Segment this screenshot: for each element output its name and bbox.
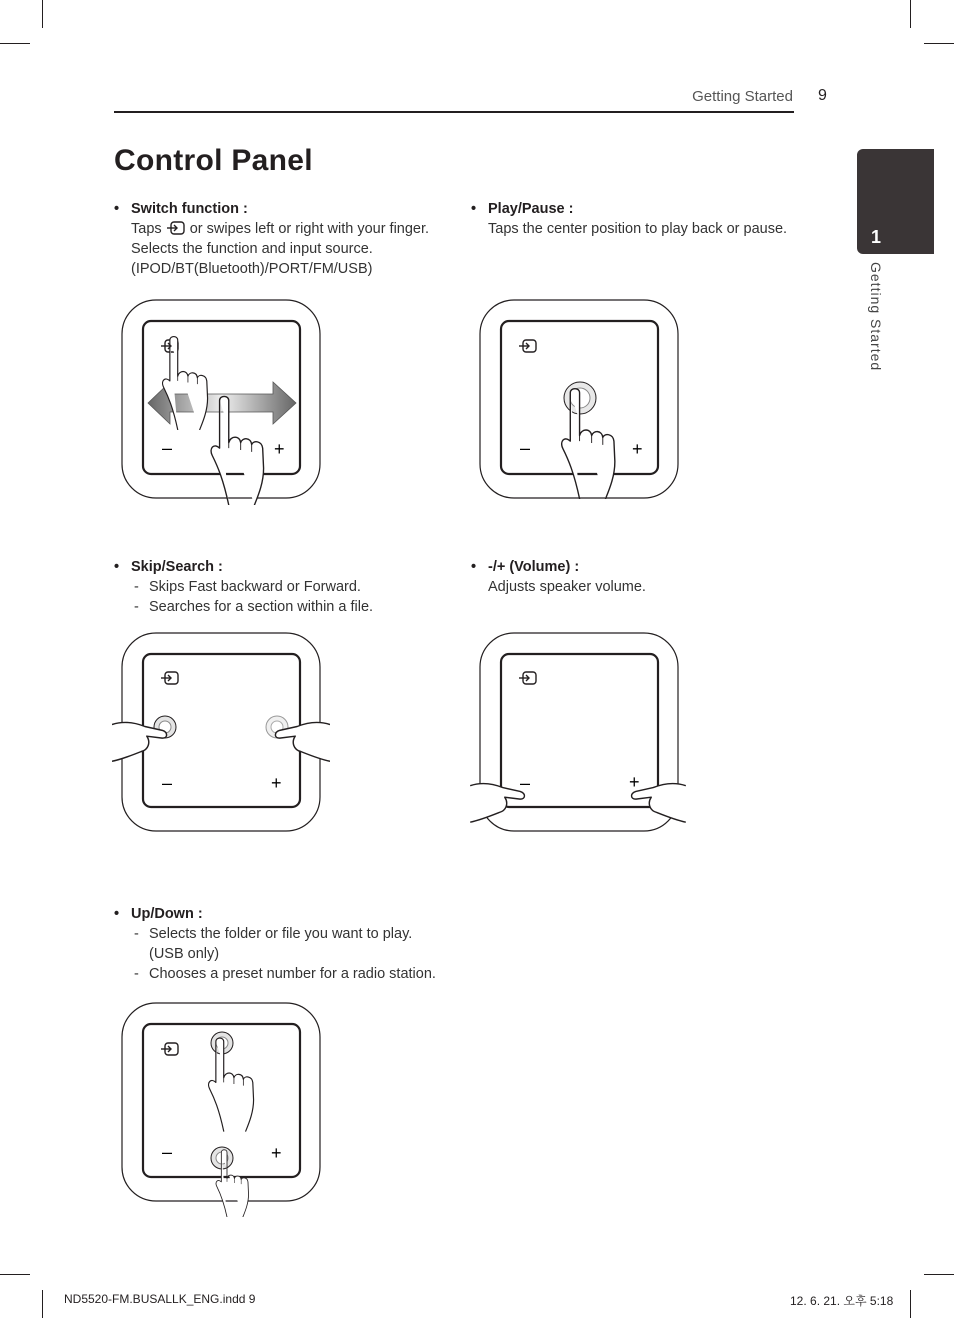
crop-mark [924,43,954,44]
plus-label: + [629,772,640,792]
footer-date: 12. 6. 21. 오후 5:18 [790,1294,894,1308]
switch-function-section [114,199,464,279]
plus-label: + [271,773,282,793]
skip-search-section [114,557,464,617]
crop-mark [0,43,30,44]
play-pause-desc: Taps the center position to play back or pause. [488,221,788,237]
volume-heading: • -/+ (Volume) : [471,557,811,577]
play-pause-heading: • Play/Pause : [471,199,811,219]
page-title: Control Panel [114,144,313,177]
plus-label: + [274,439,285,459]
up-down-section [114,904,474,984]
plus-label: + [632,439,643,459]
header-section-name: Getting Started [692,88,793,105]
input-source-icon [166,220,186,236]
skip-search-illustration [110,628,340,843]
switch-function-line2: Selects the function and input source. [131,241,373,257]
skip-search-heading: • Skip/Search : [114,557,464,577]
header-rule [114,111,794,113]
crop-mark [910,1290,911,1318]
volume-section [471,557,811,597]
skip-search-item-1: - Skips Fast backward or Forward. [131,577,464,597]
chapter-label: Getting Started [868,262,884,372]
chapter-number: 1 [871,227,882,247]
switch-function-illustration [110,295,340,510]
plus-label: + [271,1143,282,1163]
switch-function-line3: (IPOD/BT(Bluetooth)/PORT/FM/USB) [131,261,373,277]
crop-mark [924,1274,954,1275]
up-down-heading: • Up/Down : [114,904,474,924]
chapter-tab [857,149,934,254]
minus-label: – [162,1142,173,1162]
minus-label: – [520,773,531,793]
crop-mark [910,0,911,28]
crop-mark [42,1290,43,1318]
volume-illustration [468,628,698,843]
minus-label: – [162,438,173,458]
up-down-item-1-cont: (USB only) [149,946,220,962]
play-pause-section [471,199,811,239]
footer-file-name: ND5520-FM.BUSALLK_ENG.indd 9 [64,1292,256,1306]
up-down-illustration [110,998,340,1218]
volume-desc: Adjusts speaker volume. [488,579,646,595]
switch-function-heading: • Switch function : [114,199,464,219]
minus-label: – [520,438,531,458]
page-number: 9 [818,87,827,104]
up-down-item-2: - Chooses a preset number for a radio station. [131,964,474,984]
up-down-item-1: - Selects the folder or file you want to play. [131,924,474,944]
crop-mark [0,1274,30,1275]
skip-search-item-2: - Searches for a section within a file. [131,597,464,617]
crop-mark [42,0,43,28]
minus-label: – [162,773,173,793]
play-pause-illustration [468,295,698,510]
switch-function-desc: Taps or swipes left or right with your finger. [131,221,430,237]
